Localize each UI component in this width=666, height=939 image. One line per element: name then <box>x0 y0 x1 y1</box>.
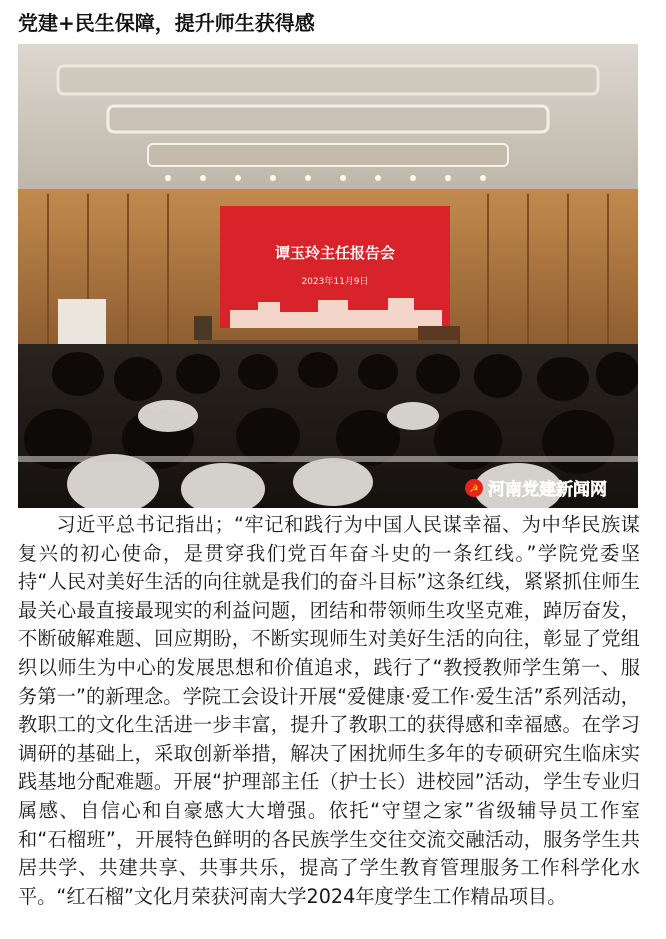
lecture-hall-photo <box>18 44 638 508</box>
article-title: 党建+民生保障，提升师生获得感 <box>18 11 315 35</box>
watermark-text: 河南党建新闻网 <box>488 480 607 500</box>
screen-date: 2023年11月9日 <box>301 277 369 287</box>
screen-title: 谭玉玲主任报告会 <box>274 244 396 262</box>
party-emblem-icon: ☭ <box>469 484 479 495</box>
stage-screen <box>220 206 450 328</box>
article-paragraph: 习近平总书记指出；“牢记和践行为中国人民谋幸福、为中华民族谋复兴的初心使命，是贯穿我们党百年奋斗史的一条红线。”学院党委坚持“人民对美好生活的向往就是我们的奋斗目标”这条红线，紧紧抓住师生最关心最直接最现实的利益问题，团结和带领师生攻坚克难，踔厉奋发，不断破解难题、回应期盼，不断实现师生对美好生活的向往，彰显了党组织以师生为中心的发展思想和价值追求，践行了“教授教师学生第一、服务第一”的新理念。学院工会设计开展“爱健康·爱工作·爱生活”系列活动，教职工的文化生活进一步丰富，提升了教职工的获得感和幸福感。在学习调研的基础上，采取创新举措，解决了困扰师生多年的专硕研究生临床实践基地分配难题。开展“护理部主任（护士长）进校园”活动，学生专业归属感、自信心和自豪感大大增强。依托“守望之家”省级辅导员工作室和“石榴班”，开展特色鲜明的各民族学生交往交流交融活动，服务学生共居共学、共建共享、共事共乐，提高了学生教育管理服务工作科学化水平。“红石榴”文化月荣获河南大学2024年度学生工作精品项目。 <box>18 513 640 908</box>
